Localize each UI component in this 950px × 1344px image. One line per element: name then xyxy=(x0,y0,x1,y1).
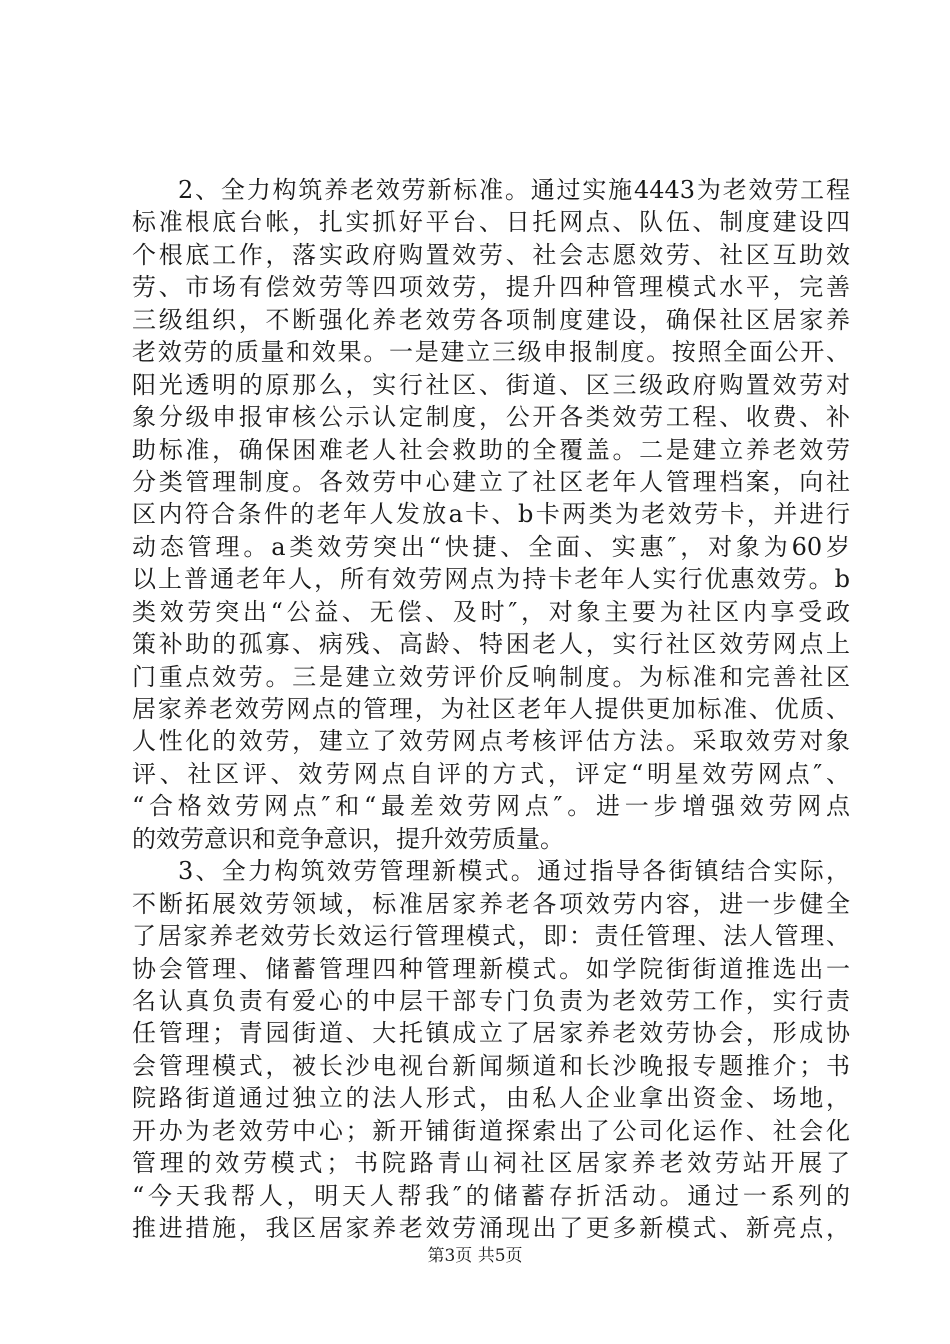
paragraph-2-last-line: 的效劳意识和竞争意识，提升效劳质量。 xyxy=(132,824,564,853)
paragraph-2-line: 人性化的效劳，建立了效劳网点考核评估方法。采取效劳对象 xyxy=(132,727,850,756)
paragraph-3-line: 管理的效劳模式；书院路青山祠社区居家养老效劳站开展了 xyxy=(132,1149,850,1178)
paragraph-2-line: 标准根底台帐，扎实抓好平台、日托网点、队伍、制度建设四 xyxy=(132,208,850,237)
paragraph-2-line: 2、全力构筑养老效劳新标准。通过实施4443为老效劳工程 xyxy=(178,176,850,204)
paragraph-2-line: 区内符合条件的老年人发放a卡、b卡两类为老效劳卡，并进行 xyxy=(132,500,850,529)
paragraph-3-line: 协会管理、储蓄管理四种管理新模式。如学院街街道推选出一 xyxy=(132,954,850,983)
paragraph-2-line: 策补助的孤寡、病残、高龄、特困老人，实行社区效劳网点上 xyxy=(132,630,850,659)
paragraph-2-line: 分类管理制度。各效劳中心建立了社区老年人管理档案，向社 xyxy=(132,467,850,496)
document-body xyxy=(132,174,850,1244)
paragraph-2-line: 动态管理。a类效劳突出“快捷、全面、实惠″，对象为60岁 xyxy=(132,532,850,561)
paragraph-2-line: 劳、市场有偿效劳等四项效劳，提升四种管理模式水平，完善 xyxy=(132,273,850,302)
paragraph-2-line: 类效劳突出“公益、无偿、及时″，对象主要为社区内享受政 xyxy=(132,597,850,626)
paragraph-3-line: 开办为老效劳中心；新开铺街道探索出了公司化运作、社会化 xyxy=(132,1116,850,1145)
paragraph-2-line: “合格效劳网点″和“最差效劳网点″。进一步增强效劳网点 xyxy=(132,792,850,821)
paragraph-3-line: 推进措施，我区居家养老效劳涌现出了更多新模式、新亮点， xyxy=(132,1214,850,1242)
paragraph-2-line: 老效劳的质量和效果。一是建立三级申报制度。按照全面公开、 xyxy=(132,338,850,367)
paragraph-3-line: 3、全力构筑效劳管理新模式。通过指导各街镇结合实际， xyxy=(178,857,850,886)
paragraph-3-line: 名认真负责有爱心的中层干部专门负责为老效劳工作，实行责 xyxy=(132,986,850,1015)
paragraph-3-line: 不断拓展效劳领域，标准居家养老各项效劳内容，进一步健全 xyxy=(132,889,850,918)
paragraph-2-line: 三级组织，不断强化养老效劳各项制度建设，确保社区居家养 xyxy=(132,305,850,334)
paragraph-3-line: “今天我帮人，明天人帮我″的储蓄存折活动。通过一系列的 xyxy=(132,1181,850,1210)
paragraph-2-line: 门重点效劳。三是建立效劳评价反响制度。为标准和完善社区 xyxy=(132,662,850,691)
paragraph-2-line: 个根底工作，落实政府购置效劳、社会志愿效劳、社区互助效 xyxy=(132,240,850,269)
paragraph-2-line: 阳光透明的原那么，实行社区、街道、区三级政府购置效劳对 xyxy=(132,370,850,399)
paragraph-3-line: 会管理模式，被长沙电视台新闻频道和长沙晚报专题推介；书 xyxy=(132,1051,850,1080)
paragraph-2-line: 助标准，确保困难老人社会救助的全覆盖。二是建立养老效劳 xyxy=(132,435,850,464)
paragraph-3-line: 任管理；青园街道、大托镇成立了居家养老效劳协会，形成协 xyxy=(132,1019,850,1048)
paragraph-3-line: 院路街道通过独立的法人形式，由私人企业拿出资金、场地， xyxy=(132,1084,850,1113)
paragraph-2-line: 居家养老效劳网点的管理，为社区老年人提供更加标准、优质、 xyxy=(132,695,850,723)
paragraph-2-line: 象分级申报审核公示认定制度，公开各类效劳工程、收费、补 xyxy=(132,403,850,432)
paragraph-3-line: 了居家养老效劳长效运行管理模式，即：责任管理、法人管理、 xyxy=(132,922,850,951)
paragraph-2-line: 以上普通老年人，所有效劳网点为持卡老年人实行优惠效劳。b xyxy=(132,565,850,594)
paragraph-2-line: 评、社区评、效劳网点自评的方式，评定“明星效劳网点″、 xyxy=(132,759,850,788)
page-number-footer: 第3页 共5页 xyxy=(427,1246,523,1266)
